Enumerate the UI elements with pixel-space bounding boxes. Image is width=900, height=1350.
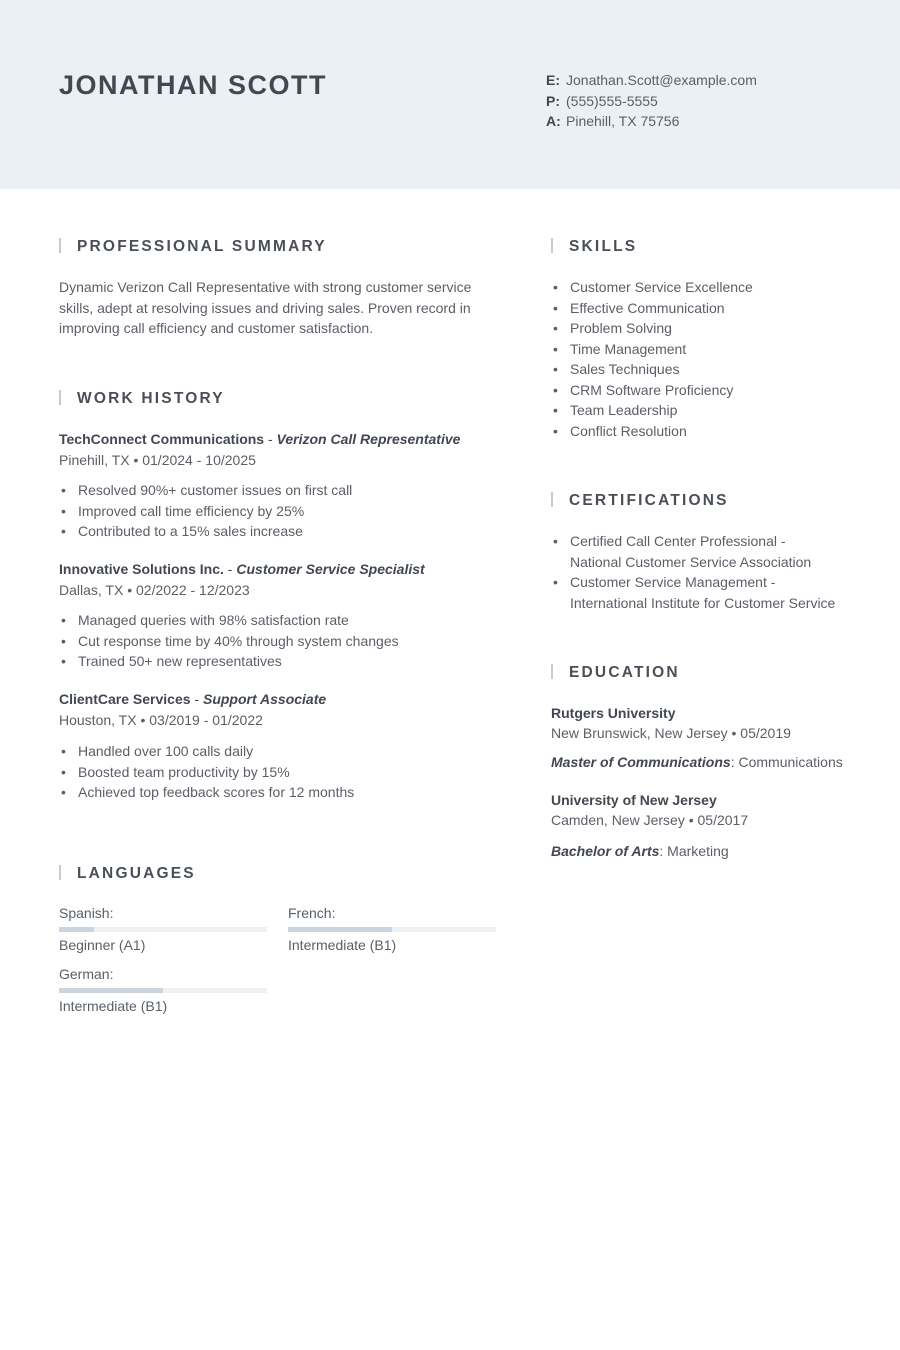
list-item: • Customer Service Excellence bbox=[551, 277, 753, 298]
contact-block bbox=[546, 70, 757, 132]
job-position: Verizon Call Representative bbox=[276, 431, 461, 447]
list-item bbox=[551, 572, 835, 613]
heading-bar bbox=[59, 865, 61, 880]
section-heading-education bbox=[551, 664, 680, 682]
summary-line: skills, adept at resolving issues and driving sales. Proven record in bbox=[59, 299, 471, 316]
list-item: • Achieved top feedback scores for 12 months bbox=[59, 782, 354, 803]
job-company: Innovative Solutions Inc. bbox=[59, 561, 224, 577]
job-title-line bbox=[59, 691, 326, 707]
contact-email-label: E: bbox=[546, 72, 560, 88]
list-item: • Contributed to a 15% sales increase bbox=[59, 521, 352, 542]
section-heading-work bbox=[59, 390, 225, 408]
job-company: TechConnect Communications bbox=[59, 431, 265, 447]
cert-issuer: International Institute for Customer Service bbox=[570, 594, 836, 611]
language-name: German: bbox=[59, 966, 114, 982]
skills-list bbox=[551, 277, 753, 441]
list-item: • Effective Communication bbox=[551, 298, 753, 319]
list-item: • CRM Software Proficiency bbox=[551, 380, 753, 401]
list-item: • Improved call time efficiency by 25% bbox=[59, 501, 352, 522]
edu-degree-name: Master of Communications bbox=[551, 754, 731, 770]
list-item: • Cut response time by 40% through system changes bbox=[59, 631, 399, 652]
list-item: • Resolved 90%+ customer issues on first call bbox=[59, 480, 352, 501]
summary-text bbox=[59, 277, 499, 339]
list-item: • Handled over 100 calls daily bbox=[59, 741, 354, 762]
contact-phone bbox=[546, 91, 757, 112]
edu-location-date: New Brunswick, New Jersey • 05/2019 bbox=[551, 725, 791, 741]
job-bullets bbox=[59, 741, 354, 803]
job-bullets bbox=[59, 480, 352, 542]
summary-line: Dynamic Verizon Call Representative with strong customer service bbox=[59, 279, 472, 295]
language-level: Beginner (A1) bbox=[59, 937, 146, 953]
job-position: Customer Service Specialist bbox=[236, 561, 425, 577]
cert-name: • Customer Service Management - bbox=[570, 574, 776, 590]
job-separator: - bbox=[190, 691, 203, 707]
list-item: • Conflict Resolution bbox=[551, 421, 753, 442]
cert-issuer: National Customer Service Association bbox=[570, 553, 812, 570]
resume-header bbox=[0, 0, 900, 189]
section-heading-skills-text: SKILLS bbox=[569, 238, 638, 255]
list-item: • Managed queries with 98% satisfaction rate bbox=[59, 610, 399, 631]
candidate-name: JONATHAN SCOTT bbox=[59, 70, 327, 100]
edu-field: : Marketing bbox=[659, 843, 729, 859]
list-item: • Team Leadership bbox=[551, 400, 753, 421]
edu-location-date: Camden, New Jersey • 05/2017 bbox=[551, 812, 749, 828]
edu-degree-name: Bachelor of Arts bbox=[551, 843, 660, 859]
cert-name: • Certified Call Center Professional - bbox=[570, 533, 786, 549]
section-heading-summary bbox=[59, 238, 327, 256]
language-item bbox=[59, 905, 267, 953]
language-item bbox=[288, 905, 496, 953]
language-proficiency-fill bbox=[288, 927, 392, 932]
list-item: • Trained 50+ new representatives bbox=[59, 651, 399, 672]
language-name: Spanish: bbox=[59, 905, 114, 921]
contact-email bbox=[546, 70, 757, 91]
heading-bar bbox=[59, 238, 61, 253]
section-heading-summary-text: PROFESSIONAL SUMMARY bbox=[77, 238, 327, 255]
section-heading-education-text: EDUCATION bbox=[569, 664, 680, 681]
job-bullets bbox=[59, 610, 399, 672]
job-separator: - bbox=[264, 431, 277, 447]
section-heading-certifications-text: CERTIFICATIONS bbox=[569, 492, 729, 509]
language-name: French: bbox=[288, 905, 336, 921]
heading-bar bbox=[551, 238, 553, 253]
job-title-line bbox=[59, 431, 460, 447]
language-item bbox=[59, 966, 267, 1014]
section-heading-work-text: WORK HISTORY bbox=[77, 390, 225, 407]
section-heading-certifications bbox=[551, 492, 729, 510]
contact-phone-value: (555)555-5555 bbox=[566, 92, 658, 109]
contact-address-value: Pinehill, TX 75756 bbox=[566, 113, 680, 129]
contact-phone-label: P: bbox=[546, 92, 560, 109]
contact-email-value: Jonathan.Scott@example.com bbox=[566, 72, 757, 88]
list-item bbox=[551, 531, 835, 572]
language-proficiency-fill bbox=[59, 927, 94, 932]
heading-bar bbox=[59, 390, 61, 405]
language-proficiency-bar bbox=[59, 927, 267, 932]
edu-school: University of New Jersey bbox=[551, 792, 717, 808]
job-location-dates: Pinehill, TX • 01/2024 - 10/2025 bbox=[59, 452, 256, 468]
list-item: • Time Management bbox=[551, 339, 753, 360]
heading-bar bbox=[551, 664, 553, 679]
section-heading-skills bbox=[551, 238, 637, 256]
job-separator: - bbox=[223, 561, 237, 577]
list-item: • Problem Solving bbox=[551, 318, 753, 339]
heading-bar bbox=[551, 492, 553, 507]
language-level: Intermediate (B1) bbox=[59, 998, 168, 1014]
language-level: Intermediate (B1) bbox=[288, 937, 397, 953]
edu-degree bbox=[551, 754, 843, 770]
job-location-dates: Dallas, TX • 02/2022 - 12/2023 bbox=[59, 582, 250, 598]
edu-degree bbox=[551, 843, 729, 859]
list-item: • Sales Techniques bbox=[551, 359, 753, 380]
summary-line: improving call efficiency and customer satisfaction. bbox=[59, 320, 374, 336]
language-proficiency-bar bbox=[59, 988, 267, 993]
contact-address-label: A: bbox=[546, 113, 561, 129]
contact-address bbox=[546, 111, 757, 132]
job-position: Support Associate bbox=[202, 691, 327, 707]
section-heading-languages bbox=[59, 865, 196, 883]
edu-field: : Communications bbox=[730, 754, 843, 770]
list-item: • Boosted team productivity by 15% bbox=[59, 762, 354, 783]
edu-school: Rutgers University bbox=[551, 705, 676, 721]
certifications-list bbox=[551, 531, 835, 613]
section-heading-languages-text: LANGUAGES bbox=[77, 865, 196, 882]
language-proficiency-fill bbox=[59, 988, 163, 993]
job-title-line bbox=[59, 561, 425, 577]
job-company: ClientCare Services bbox=[59, 691, 191, 707]
job-location-dates: Houston, TX • 03/2019 - 01/2022 bbox=[59, 712, 263, 728]
language-proficiency-bar bbox=[288, 927, 496, 932]
